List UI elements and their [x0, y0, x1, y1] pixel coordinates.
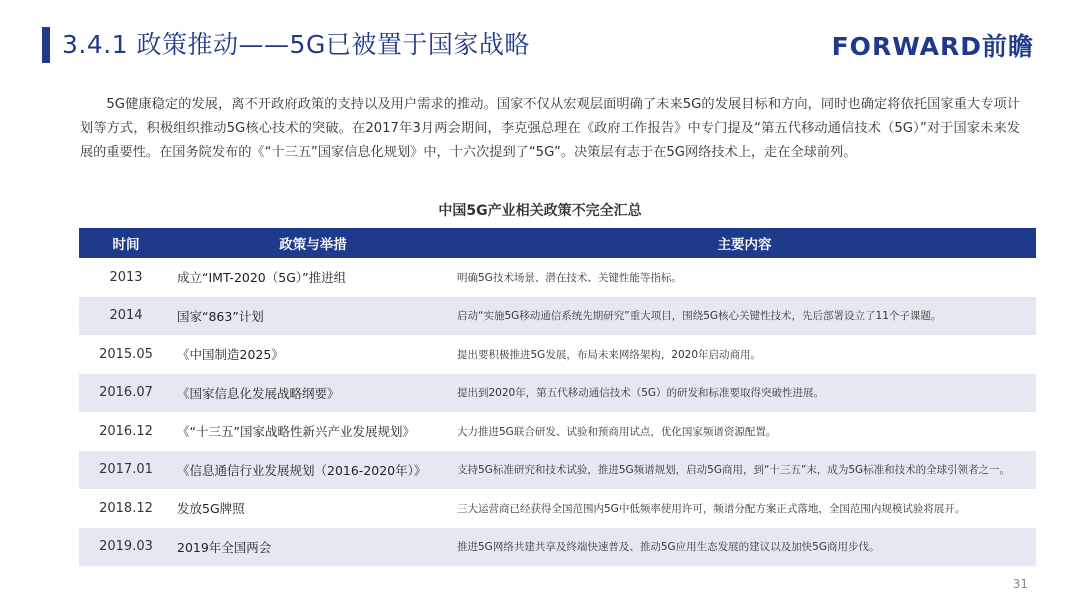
row-content: 支持5G标准研究和技术试验，推进5G频谱规划，启动5G商用，到“十三五”末，成为5G标准和技术的全球引领者之一。: [453, 451, 1036, 490]
table-header-row: [79, 228, 1036, 258]
header-time: 时间: [79, 228, 173, 258]
row-policy: 发放5G牌照: [177, 501, 245, 517]
row-time: 2016.12: [99, 423, 153, 439]
row-time: 2019.03: [79, 528, 173, 567]
row-policy: 国家“863”计划: [173, 297, 453, 336]
row-policy: 《“十三五”国家战略性新兴产业发展规划》: [177, 424, 415, 440]
header-content: 主要内容: [453, 228, 1036, 258]
title-accent-bar: [42, 27, 50, 63]
row-time: 2016.07: [79, 374, 173, 413]
table-row: [79, 297, 1036, 336]
table-row: [79, 258, 1036, 297]
table-row: [79, 412, 1036, 451]
row-policy: 成立“IMT-2020（5G）”推进组: [177, 270, 347, 286]
page-number: 31: [1012, 577, 1028, 591]
table-title: 中国5G产业相关政策不完全汇总: [438, 203, 642, 219]
row-policy: 《国家信息化发展战略纲要》: [173, 374, 453, 413]
table-row: [79, 451, 1036, 490]
row-content: 三大运营商已经获得全国范围内5G中低频率使用许可，频谱分配方案正式落地，全国范围内规模试验将展开。: [457, 502, 966, 515]
row-time: 2017.01: [79, 451, 173, 490]
row-time: 2015.05: [99, 346, 153, 362]
policy-table: [79, 228, 1036, 566]
table-row: [79, 374, 1036, 413]
intro-paragraph: 5G健康稳定的发展，离不开政府政策的支持以及用户需求的推动。国家不仅从宏观层面明确了未来5G的发展目标和方向，同时也确定将依托国家重大专项计划等方式，积极组织推动5G核心技术的突破。在2017年3月两会期间，李克强总理在《政府工作报告》中专门提及“第五代移动通信技术（5G）”对于国家未来发展的重要性。在国务院发布的《“十三五”国家信息化规划》中，十六次提到了“5G”。决策层有志于在5G网络技术上，走在全球前列。: [80, 97, 1020, 160]
row-time: 2018.12: [99, 500, 153, 516]
row-policy: 《信息通信行业发展规划（2016-2020年）》: [173, 451, 453, 490]
row-time: 2014: [79, 297, 173, 336]
row-policy: 《中国制造2025》: [177, 347, 284, 363]
table-row: [79, 528, 1036, 567]
row-content: 大力推进5G联合研发、试验和预商用试点，优化国家频谱资源配置。: [457, 425, 777, 438]
table-row: [79, 335, 1036, 374]
page-title: 3.4.1 政策推动——5G已被置于国家战略: [62, 30, 530, 59]
header-policy: 政策与举措: [173, 228, 453, 258]
row-content: 提出到2020年，第五代移动通信技术（5G）的研发和标准要取得突破性进展。: [453, 374, 1036, 413]
row-content: 提出要积极推进5G发展，布局未来网络架构，2020年启动商用。: [457, 348, 762, 361]
row-content: 推进5G网络共建共享及终端快速普及、推动5G应用生态发展的建议以及加快5G商用步伐。: [453, 528, 1036, 567]
brand-logo: FORWARD前瞻: [831, 32, 1034, 61]
table-row: [79, 489, 1036, 528]
row-time: 2013: [109, 269, 143, 285]
row-content: 启动“实施5G移动通信系统先期研究”重大项目，围绕5G核心关键性技术，先后部署设立了11个子课题。: [453, 297, 1036, 336]
row-content: 明确5G技术场景、潜在技术、关键性能等指标。: [457, 271, 682, 284]
row-policy: 2019年全国两会: [173, 528, 453, 567]
